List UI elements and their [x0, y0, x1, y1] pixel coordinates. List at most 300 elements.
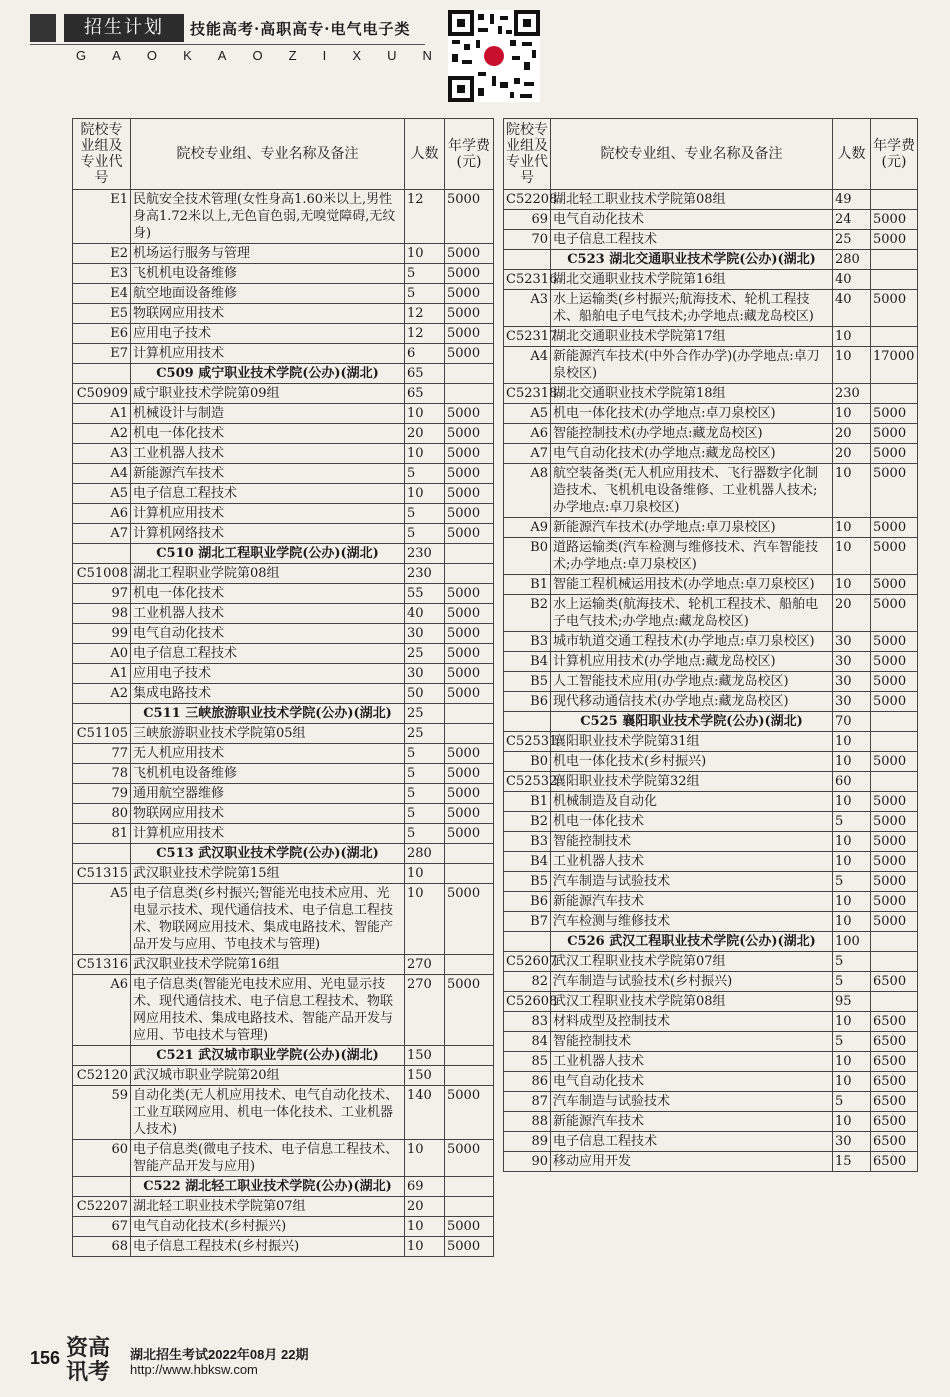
cell-code: A1 — [73, 404, 131, 424]
table-row — [73, 404, 494, 424]
table-row — [504, 230, 918, 250]
cell-name: 计算机应用技术 — [131, 344, 405, 364]
cell-code: 90 — [504, 1152, 551, 1172]
cell-code: C52532 — [504, 772, 551, 792]
cell-fee: 5000 — [445, 344, 494, 364]
cell-fee: 5000 — [871, 852, 918, 872]
table-row — [504, 424, 918, 444]
cell-fee: 6500 — [871, 1132, 918, 1152]
cell-code: E5 — [73, 304, 131, 324]
pinyin-letter: O — [146, 48, 158, 63]
cell-code: B2 — [504, 812, 551, 832]
cell-name: 物联网应用技术 — [131, 304, 405, 324]
cell-count: 5 — [405, 824, 445, 844]
cell-name: 电子信息工程技术 — [551, 230, 833, 250]
table-row — [73, 584, 494, 604]
cell-name: C525 襄阳职业技术学院(公办)(湖北) — [551, 712, 833, 732]
pinyin-letter: K — [183, 48, 192, 63]
cell-fee: 5000 — [445, 264, 494, 284]
table-row — [73, 324, 494, 344]
table-row — [504, 812, 918, 832]
cell-fee: 5000 — [445, 304, 494, 324]
table-row — [73, 484, 494, 504]
cell-name: 机场运行服务与管理 — [131, 244, 405, 264]
cell-count: 10 — [833, 464, 871, 518]
cell-name: 新能源汽车技术(办学地点:卓刀泉校区) — [551, 518, 833, 538]
cell-fee: 5000 — [871, 444, 918, 464]
cell-code — [73, 704, 131, 724]
cell-code: 97 — [73, 584, 131, 604]
cell-count: 30 — [833, 672, 871, 692]
cell-code — [504, 712, 551, 732]
cell-count: 65 — [405, 384, 445, 404]
col-header-count: 人数 — [405, 119, 445, 190]
table-row — [504, 1152, 918, 1172]
cell-code: 68 — [73, 1237, 131, 1257]
cell-count: 5 — [833, 1032, 871, 1052]
cell-name: C511 三峡旅游职业技术学院(公办)(湖北) — [131, 704, 405, 724]
cell-fee: 5000 — [445, 404, 494, 424]
cell-code: 60 — [73, 1140, 131, 1177]
cell-code: E6 — [73, 324, 131, 344]
table-row — [504, 404, 918, 424]
cell-name: 襄阳职业技术学院第32组 — [551, 772, 833, 792]
cell-count: 5 — [405, 744, 445, 764]
cell-count: 10 — [833, 792, 871, 812]
pinyin-letter: N — [422, 48, 432, 63]
cell-code: C51105 — [73, 724, 131, 744]
cell-count: 5 — [405, 504, 445, 524]
cell-name: C523 湖北交通职业技术学院(公办)(湖北) — [551, 250, 833, 270]
enrollment-table-right — [503, 118, 918, 1172]
cell-count: 12 — [405, 324, 445, 344]
school-row — [73, 544, 494, 564]
header-pinyin — [76, 48, 432, 63]
cell-name: 电子信息类(微电子技术、电子信息工程技术、智能产品开发与应用) — [131, 1140, 405, 1177]
cell-name: 湖北交通职业技术学院第16组 — [551, 270, 833, 290]
table-row — [73, 744, 494, 764]
cell-code: 88 — [504, 1112, 551, 1132]
cell-code: 80 — [73, 804, 131, 824]
cell-name: 新能源汽车技术(中外合作办学)(办学地点:卓刀泉校区) — [551, 347, 833, 384]
cell-count: 25 — [405, 644, 445, 664]
cell-fee: 6500 — [871, 972, 918, 992]
cell-fee: 5000 — [871, 575, 918, 595]
cell-count: 49 — [833, 190, 871, 210]
cell-fee — [445, 1066, 494, 1086]
cell-code: 82 — [504, 972, 551, 992]
table-row — [73, 504, 494, 524]
cell-name: 电子信息工程技术(乡村振兴) — [131, 1237, 405, 1257]
cell-code: A7 — [73, 524, 131, 544]
school-row — [504, 712, 918, 732]
cell-code — [73, 844, 131, 864]
cell-name: 物联网应用技术 — [131, 804, 405, 824]
cell-count: 30 — [405, 664, 445, 684]
cell-count: 10 — [405, 444, 445, 464]
cell-code: A6 — [73, 975, 131, 1046]
cell-name: 机电一体化技术 — [551, 812, 833, 832]
table-row — [504, 1112, 918, 1132]
table-row — [73, 784, 494, 804]
footer-publication: 湖北招生考试2022年08月 22期 — [130, 1347, 309, 1362]
cell-fee: 5000 — [445, 484, 494, 504]
cell-count: 30 — [833, 632, 871, 652]
table-row — [504, 792, 918, 812]
cell-name: 人工智能技术应用(办学地点:藏龙岛校区) — [551, 672, 833, 692]
cell-name: 电子信息类(智能光电技术应用、光电显示技术、现代通信技术、电子信息工程技术、物联网应用技术、集成电路技术、智能产品开发与应用、节电技术与管理) — [131, 975, 405, 1046]
table-row — [504, 872, 918, 892]
cell-count: 10 — [405, 1237, 445, 1257]
table-row — [504, 270, 918, 290]
cell-fee: 5000 — [871, 872, 918, 892]
cell-code: A7 — [504, 444, 551, 464]
cell-fee: 5000 — [871, 632, 918, 652]
cell-count: 10 — [833, 732, 871, 752]
table-row — [504, 347, 918, 384]
cell-code — [73, 544, 131, 564]
table-row — [73, 804, 494, 824]
cell-count: 40 — [833, 290, 871, 327]
section-subtitle: 技能高考·高职高专·电气电子类 — [190, 20, 411, 38]
cell-fee: 5000 — [871, 518, 918, 538]
cell-fee: 6500 — [871, 1072, 918, 1092]
table-row — [73, 684, 494, 704]
table-row — [504, 752, 918, 772]
cell-fee: 5000 — [445, 624, 494, 644]
cell-fee — [445, 1177, 494, 1197]
cell-count: 20 — [405, 1197, 445, 1217]
cell-fee: 6500 — [871, 1052, 918, 1072]
cell-code: C51008 — [73, 564, 131, 584]
cell-code: 79 — [73, 784, 131, 804]
cell-count: 5 — [405, 264, 445, 284]
cell-fee — [871, 190, 918, 210]
cell-fee — [445, 724, 494, 744]
cell-name: 工业机器人技术 — [131, 604, 405, 624]
cell-name: 机械制造及自动化 — [551, 792, 833, 812]
cell-fee: 5000 — [871, 290, 918, 327]
cell-count: 10 — [405, 484, 445, 504]
table-row — [73, 604, 494, 624]
cell-count: 10 — [833, 752, 871, 772]
pinyin-letter: A — [112, 48, 121, 63]
table-row — [504, 190, 918, 210]
cell-code: B3 — [504, 832, 551, 852]
cell-fee: 5000 — [445, 664, 494, 684]
cell-code: B4 — [504, 652, 551, 672]
cell-fee: 5000 — [445, 324, 494, 344]
cell-name: 水上运输类(航海技术、轮机工程技术、船舶电子电气技术;办学地点:藏龙岛校区) — [551, 595, 833, 632]
cell-count: 10 — [833, 347, 871, 384]
cell-name: 电子信息工程技术 — [131, 644, 405, 664]
cell-name: 通用航空器维修 — [131, 784, 405, 804]
cell-code: A3 — [504, 290, 551, 327]
table-row — [73, 244, 494, 264]
cell-fee: 5000 — [445, 464, 494, 484]
cell-fee — [871, 270, 918, 290]
cell-name: 襄阳职业技术学院第31组 — [551, 732, 833, 752]
cell-code: 81 — [73, 824, 131, 844]
cell-fee — [871, 732, 918, 752]
header-block — [30, 14, 56, 42]
cell-name: 工业机器人技术 — [551, 1052, 833, 1072]
table-row — [73, 1237, 494, 1257]
cell-count: 65 — [405, 364, 445, 384]
cell-name: 汽车制造与试验技术 — [551, 872, 833, 892]
cell-count: 30 — [833, 692, 871, 712]
cell-count: 10 — [833, 1072, 871, 1092]
school-row — [73, 704, 494, 724]
col-header-fee: 年学费(元) — [445, 119, 494, 190]
cell-count: 10 — [833, 518, 871, 538]
table-row — [504, 832, 918, 852]
cell-code: A2 — [73, 424, 131, 444]
cell-name: 飞机机电设备维修 — [131, 264, 405, 284]
cell-fee: 17000 — [871, 347, 918, 384]
cell-fee: 5000 — [871, 464, 918, 518]
cell-count: 280 — [405, 844, 445, 864]
cell-code: 78 — [73, 764, 131, 784]
table-row — [504, 384, 918, 404]
cell-code: A6 — [504, 424, 551, 444]
footer-logo: 资高讯考 — [66, 1335, 111, 1385]
cell-fee: 5000 — [445, 975, 494, 1046]
cell-name: 现代移动通信技术(办学地点:藏龙岛校区) — [551, 692, 833, 712]
cell-count: 5 — [833, 952, 871, 972]
cell-count: 40 — [833, 270, 871, 290]
table-row — [73, 464, 494, 484]
cell-name: 湖北轻工职业技术学院第08组 — [551, 190, 833, 210]
cell-name: C526 武汉工程职业技术学院(公办)(湖北) — [551, 932, 833, 952]
cell-name: 机电一体化技术(办学地点:卓刀泉校区) — [551, 404, 833, 424]
cell-name: 电子信息工程技术 — [551, 1132, 833, 1152]
table-row — [504, 464, 918, 518]
table-row — [504, 538, 918, 575]
cell-fee: 5000 — [445, 764, 494, 784]
cell-code: A5 — [73, 484, 131, 504]
cell-name: 工业机器人技术 — [131, 444, 405, 464]
cell-code — [73, 364, 131, 384]
cell-count: 69 — [405, 1177, 445, 1197]
qr-code[interactable] — [448, 10, 540, 102]
cell-code: A3 — [73, 444, 131, 464]
cell-fee — [445, 864, 494, 884]
cell-fee: 5000 — [445, 804, 494, 824]
cell-fee — [445, 384, 494, 404]
cell-fee: 5000 — [871, 595, 918, 632]
cell-count: 5 — [405, 764, 445, 784]
cell-code: B3 — [504, 632, 551, 652]
table-row — [504, 632, 918, 652]
cell-code: C52316 — [504, 270, 551, 290]
cell-name: 湖北交通职业技术学院第18组 — [551, 384, 833, 404]
cell-count: 15 — [833, 1152, 871, 1172]
cell-name: 智能控制技术 — [551, 832, 833, 852]
cell-code: C51315 — [73, 864, 131, 884]
cell-count: 20 — [833, 595, 871, 632]
cell-code: A8 — [504, 464, 551, 518]
table-row — [504, 692, 918, 712]
cell-count: 10 — [833, 404, 871, 424]
cell-count: 25 — [833, 230, 871, 250]
table-row — [504, 444, 918, 464]
cell-count: 20 — [833, 444, 871, 464]
cell-name: C510 湖北工程职业学院(公办)(湖北) — [131, 544, 405, 564]
qr-badge-icon — [484, 46, 504, 66]
cell-count: 10 — [405, 1140, 445, 1177]
cell-fee: 5000 — [871, 424, 918, 444]
cell-fee: 5000 — [445, 244, 494, 264]
cell-code: 89 — [504, 1132, 551, 1152]
cell-code: C52608 — [504, 992, 551, 1012]
cell-fee — [871, 772, 918, 792]
col-header-code: 院校专业组及专业代号 — [73, 119, 131, 190]
cell-code: B6 — [504, 892, 551, 912]
cell-code: E4 — [73, 284, 131, 304]
cell-name: 湖北工程职业学院第08组 — [131, 564, 405, 584]
cell-count: 10 — [833, 912, 871, 932]
cell-fee: 5000 — [445, 824, 494, 844]
table-row — [504, 952, 918, 972]
cell-name: C522 湖北轻工职业技术学院(公办)(湖北) — [131, 1177, 405, 1197]
cell-code: 67 — [73, 1217, 131, 1237]
table-row — [73, 764, 494, 784]
cell-name: 武汉职业技术学院第15组 — [131, 864, 405, 884]
cell-code: A1 — [73, 664, 131, 684]
cell-name: 电气自动化技术 — [131, 624, 405, 644]
cell-fee — [445, 844, 494, 864]
cell-count: 24 — [833, 210, 871, 230]
cell-code — [504, 932, 551, 952]
table-row — [73, 644, 494, 664]
cell-name: 武汉工程职业技术学院第07组 — [551, 952, 833, 972]
table-row — [504, 972, 918, 992]
cell-fee: 5000 — [871, 812, 918, 832]
cell-fee: 5000 — [445, 644, 494, 664]
cell-code: C52120 — [73, 1066, 131, 1086]
cell-name: 武汉城市职业学院第20组 — [131, 1066, 405, 1086]
cell-code: B2 — [504, 595, 551, 632]
table-row — [504, 595, 918, 632]
cell-name: 汽车制造与试验技术(乡村振兴) — [551, 972, 833, 992]
cell-count: 10 — [833, 832, 871, 852]
cell-name: 无人机应用技术 — [131, 744, 405, 764]
footer-url[interactable]: http://www.hbksw.com — [130, 1362, 258, 1377]
cell-count: 95 — [833, 992, 871, 1012]
pinyin-letter: U — [387, 48, 397, 63]
cell-count: 150 — [405, 1046, 445, 1066]
page-number: 156 — [30, 1348, 61, 1368]
cell-count: 140 — [405, 1086, 445, 1140]
col-header-name: 院校专业组、专业名称及备注 — [551, 119, 833, 190]
cell-name: 飞机机电设备维修 — [131, 764, 405, 784]
cell-name: 电气自动化技术 — [551, 1072, 833, 1092]
cell-code: B1 — [504, 792, 551, 812]
section-title: 招生计划 — [64, 14, 184, 42]
cell-fee: 5000 — [445, 284, 494, 304]
cell-name: 航空地面设备维修 — [131, 284, 405, 304]
cell-fee: 5000 — [871, 652, 918, 672]
cell-count: 5 — [833, 812, 871, 832]
cell-name: 机电一体化技术 — [131, 424, 405, 444]
table-row — [504, 672, 918, 692]
cell-count: 12 — [405, 304, 445, 324]
cell-fee — [445, 704, 494, 724]
cell-name: 机电一体化技术(乡村振兴) — [551, 752, 833, 772]
cell-code: C52318 — [504, 384, 551, 404]
cell-name: C509 咸宁职业技术学院(公办)(湖北) — [131, 364, 405, 384]
cell-name: 武汉职业技术学院第16组 — [131, 955, 405, 975]
cell-name: 自动化类(无人机应用技术、电气自动化技术、工业互联网应用、机电一体化技术、工业机器人技术) — [131, 1086, 405, 1140]
pinyin-letter: O — [252, 48, 263, 63]
cell-count: 10 — [405, 884, 445, 955]
cell-fee — [871, 932, 918, 952]
cell-fee: 5000 — [445, 524, 494, 544]
cell-code: C51316 — [73, 955, 131, 975]
cell-fee: 5000 — [445, 1217, 494, 1237]
table-row — [504, 290, 918, 327]
cell-count: 10 — [405, 404, 445, 424]
school-row — [504, 932, 918, 952]
cell-name: 电子信息工程技术 — [131, 484, 405, 504]
cell-count: 10 — [405, 864, 445, 884]
cell-fee: 5000 — [871, 892, 918, 912]
cell-fee: 5000 — [445, 784, 494, 804]
cell-code: 86 — [504, 1072, 551, 1092]
cell-name: 电气自动化技术(乡村振兴) — [131, 1217, 405, 1237]
cell-code — [73, 1046, 131, 1066]
cell-name: 电气自动化技术 — [551, 210, 833, 230]
cell-name: 水上运输类(乡村振兴;航海技术、轮机工程技术、船舶电子电气技术;办学地点:藏龙岛校区) — [551, 290, 833, 327]
cell-fee: 5000 — [445, 684, 494, 704]
cell-code: B0 — [504, 538, 551, 575]
cell-fee: 5000 — [445, 744, 494, 764]
col-header-code: 院校专业组及专业代号 — [504, 119, 551, 190]
cell-fee — [871, 992, 918, 1012]
cell-name: C521 武汉城市职业学院(公办)(湖北) — [131, 1046, 405, 1066]
cell-count: 40 — [405, 604, 445, 624]
cell-count: 10 — [833, 892, 871, 912]
cell-name: 机械设计与制造 — [131, 404, 405, 424]
cell-fee: 5000 — [445, 584, 494, 604]
cell-fee — [871, 384, 918, 404]
cell-fee: 6500 — [871, 1112, 918, 1132]
cell-count: 280 — [833, 250, 871, 270]
table-row — [73, 864, 494, 884]
pinyin-letter: G — [76, 48, 87, 63]
cell-fee: 5000 — [445, 444, 494, 464]
table-row — [504, 575, 918, 595]
cell-name: 集成电路技术 — [131, 684, 405, 704]
cell-fee — [445, 1197, 494, 1217]
cell-name: 计算机应用技术 — [131, 824, 405, 844]
cell-name: 新能源汽车技术 — [551, 892, 833, 912]
cell-code: 99 — [73, 624, 131, 644]
table-row — [504, 1012, 918, 1032]
table-row — [504, 1072, 918, 1092]
cell-code: B6 — [504, 692, 551, 712]
cell-count: 10 — [833, 327, 871, 347]
cell-code: E7 — [73, 344, 131, 364]
col-header-fee: 年学费(元) — [871, 119, 918, 190]
cell-code: 70 — [504, 230, 551, 250]
cell-count: 5 — [833, 1092, 871, 1112]
table-row — [504, 210, 918, 230]
cell-count: 70 — [833, 712, 871, 732]
cell-code: 59 — [73, 1086, 131, 1140]
cell-name: 道路运输类(汽车检测与维修技术、汽车智能技术;办学地点:卓刀泉校区) — [551, 538, 833, 575]
